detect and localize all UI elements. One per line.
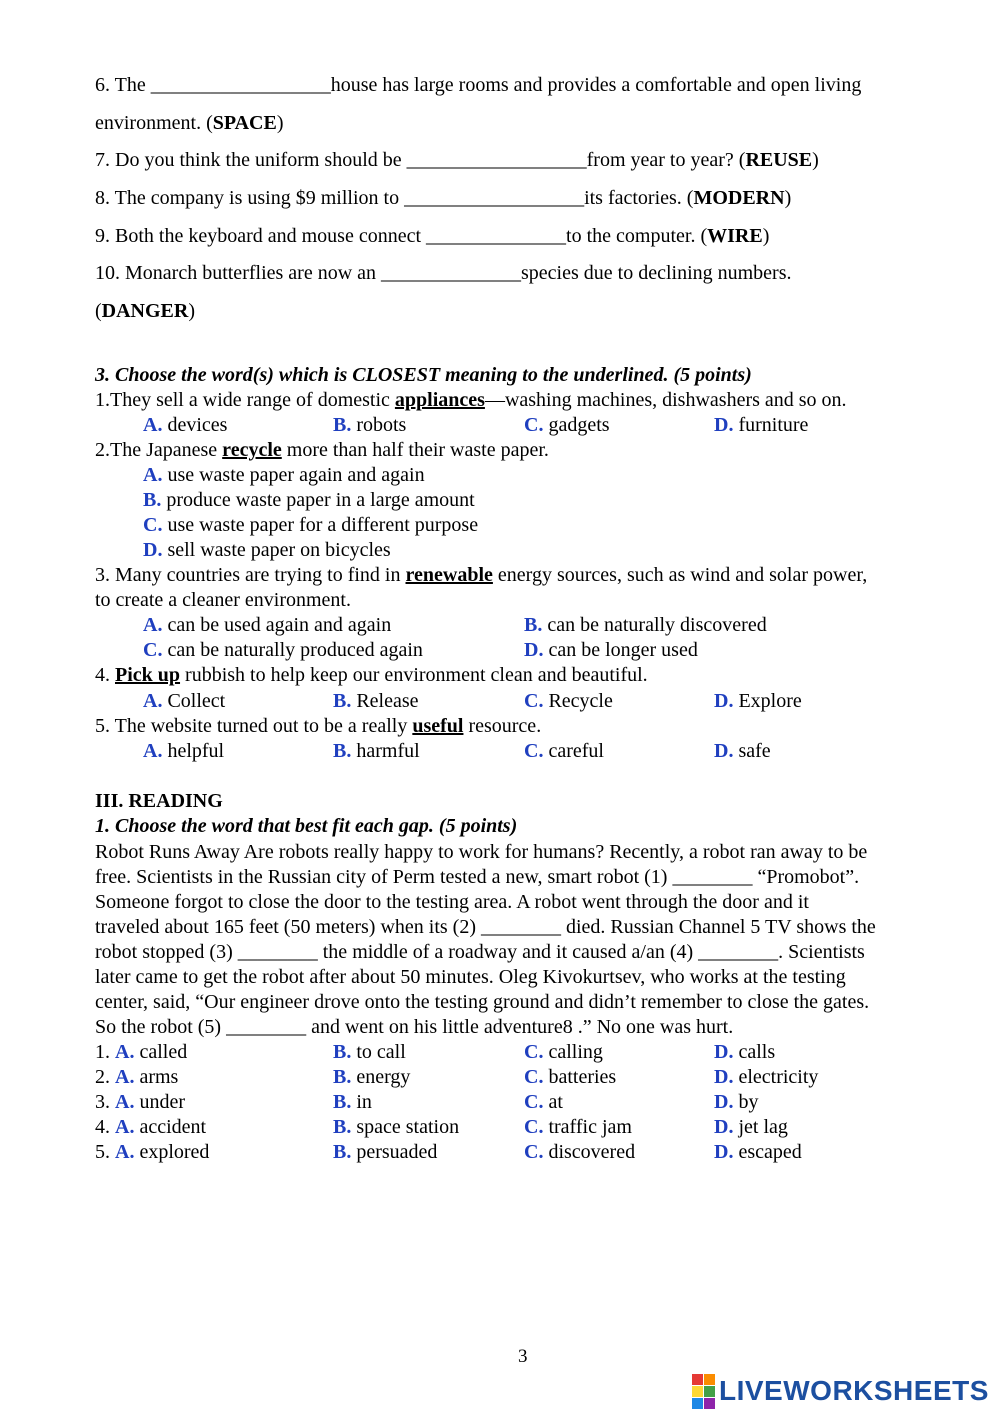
option-letter: B. xyxy=(333,1116,352,1138)
s3-q4-post: rubbish to help keep our environment clean and beautiful. xyxy=(180,664,648,686)
option-letter: D. xyxy=(714,690,734,712)
q7-pre: 7. Do you think the uniform should be __________________from year to year? ( xyxy=(95,149,746,171)
reading-title: III. READING xyxy=(95,790,223,812)
q10-word: DANGER xyxy=(101,300,189,322)
option-letter: C. xyxy=(143,514,163,536)
option-letter: C. xyxy=(524,1041,544,1063)
option-text: devices xyxy=(162,414,228,436)
reading-q4-option-a[interactable] xyxy=(95,1117,206,1137)
option-text: jet lag xyxy=(733,1116,788,1138)
option-letter: D. xyxy=(714,414,734,436)
s3-q2-option-b[interactable] xyxy=(143,490,475,510)
s3-q2-option-a[interactable] xyxy=(143,465,425,485)
option-text: robots xyxy=(351,414,407,436)
option-text: harmful xyxy=(351,740,420,762)
s3-q2-option-d[interactable] xyxy=(143,540,391,560)
q7-word: REUSE xyxy=(745,149,813,171)
option-letter: C. xyxy=(524,1141,544,1163)
section3-heading: 3. Choose the word(s) which is CLOSEST meaning to the underlined. (5 points) xyxy=(95,364,752,386)
s3-q1-stem xyxy=(95,390,847,410)
option-letter: B. xyxy=(333,740,352,762)
s3-q3-option-a[interactable] xyxy=(143,615,391,635)
option-text: persuaded xyxy=(351,1141,438,1163)
q8 xyxy=(95,188,791,208)
logo-square xyxy=(704,1398,715,1409)
option-text: Explore xyxy=(733,690,802,712)
q10-pre: ( xyxy=(95,300,102,322)
option-letter: C. xyxy=(524,690,544,712)
option-letter: A. xyxy=(143,740,163,762)
reading-q2-option-d[interactable] xyxy=(714,1067,818,1087)
option-letter: A. xyxy=(143,464,163,486)
passage-line: traveled about 165 feet (50 meters) when its (2) ________ died. Russian Channel 5 TV shows the xyxy=(95,916,876,938)
s3-q3-stem-line2: to create a cleaner environment. xyxy=(95,589,351,611)
passage-line: later came to get the robot after about 50 minutes. Oleg Kivokurtsev, who works at the testing xyxy=(95,966,846,988)
question-number: 4. xyxy=(95,1116,115,1138)
option-text: called xyxy=(134,1041,188,1063)
s3-q5-post: resource. xyxy=(463,715,542,737)
passage-line: center, said, “Our engineer drove onto the testing ground and didn’t remember to close the gates. xyxy=(95,991,870,1013)
option-letter: B. xyxy=(333,1066,352,1088)
reading-q4-option-c[interactable] xyxy=(524,1117,632,1137)
option-text: explored xyxy=(134,1141,210,1163)
reading-q5-option-d[interactable] xyxy=(714,1142,802,1162)
q7 xyxy=(95,150,819,170)
reading-q2-option-a[interactable] xyxy=(95,1067,178,1087)
s3-q5-option-d[interactable] xyxy=(714,741,771,761)
s3-q5-key: useful xyxy=(412,715,464,737)
option-letter: B. xyxy=(333,1041,352,1063)
option-letter: D. xyxy=(714,1091,734,1113)
s3-q3-option-d[interactable] xyxy=(524,640,698,660)
option-letter: A. xyxy=(143,690,163,712)
option-text: can be used again and again xyxy=(162,614,392,636)
s3-q4-stem xyxy=(95,665,648,685)
passage-line: Robot Runs Away Are robots really happy to work for humans? Recently, a robot ran away to be xyxy=(95,841,868,863)
option-letter: C. xyxy=(143,639,163,661)
s3-q4-option-d[interactable] xyxy=(714,691,802,711)
option-letter: A. xyxy=(115,1066,135,1088)
reading-q1-option-c[interactable] xyxy=(524,1042,603,1062)
option-text: use waste paper again and again xyxy=(162,464,425,486)
q9-post: ) xyxy=(762,225,770,247)
option-text: electricity xyxy=(733,1066,819,1088)
s3-q1-pre: 1.They sell a wide range of domestic xyxy=(95,389,395,411)
s3-q1-option-a[interactable] xyxy=(143,415,227,435)
logo-square xyxy=(704,1386,715,1397)
s3-q1-option-c[interactable] xyxy=(524,415,610,435)
option-text: Release xyxy=(351,690,419,712)
liveworksheets-logo xyxy=(692,1374,989,1408)
question-number: 5. xyxy=(95,1141,115,1163)
s3-q1-option-d[interactable] xyxy=(714,415,808,435)
reading-q5-option-a[interactable] xyxy=(95,1142,209,1162)
q6-pre: environment. ( xyxy=(95,112,213,134)
s3-q1-key: appliances xyxy=(394,389,485,411)
option-letter: B. xyxy=(524,614,543,636)
option-text: can be naturally produced again xyxy=(162,639,423,661)
s3-q3-pre: 3. Many countries are trying to find in xyxy=(95,564,406,586)
option-text: can be longer used xyxy=(543,639,698,661)
option-text: space station xyxy=(351,1116,460,1138)
option-letter: A. xyxy=(115,1041,135,1063)
q9-word: WIRE xyxy=(707,225,763,247)
option-letter: D. xyxy=(714,740,734,762)
s3-q4-option-a[interactable] xyxy=(143,691,225,711)
s3-q4-option-c[interactable] xyxy=(524,691,613,711)
option-letter: C. xyxy=(524,1091,544,1113)
reading-q4-option-d[interactable] xyxy=(714,1117,788,1137)
option-letter: B. xyxy=(333,1091,352,1113)
s3-q3-option-b[interactable] xyxy=(524,615,767,635)
option-text: gadgets xyxy=(543,414,610,436)
s3-q3-post: energy sources, such as wind and solar power, xyxy=(492,564,868,586)
option-text: discovered xyxy=(543,1141,636,1163)
option-text: to call xyxy=(351,1041,406,1063)
option-text: escaped xyxy=(733,1141,802,1163)
q6-word: SPACE xyxy=(212,112,277,134)
reading-q5-option-c[interactable] xyxy=(524,1142,635,1162)
q8-post: ) xyxy=(784,187,792,209)
option-letter: B. xyxy=(333,690,352,712)
option-letter: D. xyxy=(714,1141,734,1163)
logo-square xyxy=(704,1374,715,1385)
reading-q1-option-a[interactable] xyxy=(95,1042,187,1062)
s3-q2-pre: 2.The Japanese xyxy=(95,439,223,461)
s3-q4-option-b[interactable] xyxy=(333,691,419,711)
option-text: safe xyxy=(733,740,771,762)
q10-line2 xyxy=(95,301,195,321)
option-text: calls xyxy=(733,1041,776,1063)
option-text: Recycle xyxy=(543,690,613,712)
s3-q3-stem xyxy=(95,565,867,585)
q7-post: ) xyxy=(812,149,819,171)
reading-q3-option-b[interactable] xyxy=(333,1092,372,1112)
option-letter: A. xyxy=(115,1116,135,1138)
option-letter: C. xyxy=(524,414,544,436)
option-text: produce waste paper in a large amount xyxy=(161,489,475,511)
option-letter: A. xyxy=(143,614,163,636)
option-text: furniture xyxy=(733,414,809,436)
reading-q1-option-d[interactable] xyxy=(714,1042,775,1062)
q9-pre: 9. Both the keyboard and mouse connect ______________to the computer. ( xyxy=(95,225,708,247)
option-text: calling xyxy=(543,1041,603,1063)
option-text: can be naturally discovered xyxy=(542,614,767,636)
s3-q5-pre: 5. The website turned out to be a really xyxy=(95,715,413,737)
q10-line1: 10. Monarch butterflies are now an ______________species due to declining numbers. xyxy=(95,262,792,284)
option-letter: D. xyxy=(143,539,163,561)
option-text: use waste paper for a different purpose xyxy=(162,514,479,536)
s3-q5-option-c[interactable] xyxy=(524,741,604,761)
option-text: in xyxy=(351,1091,372,1113)
question-number: 2. xyxy=(95,1066,115,1088)
logo-square xyxy=(692,1398,703,1409)
passage-line: robot stopped (3) ________ the middle of a roadway and it caused a/an (4) ________. Scientists xyxy=(95,941,865,963)
option-text: Collect xyxy=(162,690,226,712)
q9 xyxy=(95,226,769,246)
s3-q5-option-a[interactable] xyxy=(143,741,224,761)
s3-q2-stem xyxy=(95,440,549,460)
option-letter: D. xyxy=(714,1041,734,1063)
logo-square xyxy=(692,1374,703,1385)
s3-q2-option-c[interactable] xyxy=(143,515,478,535)
reading-sub-heading: 1. Choose the word that best fit each gap. (5 points) xyxy=(95,815,518,837)
s3-q4-pre: 4. xyxy=(95,664,115,686)
logo-square xyxy=(692,1386,703,1397)
option-text: by xyxy=(733,1091,759,1113)
option-letter: D. xyxy=(524,639,544,661)
option-letter: C. xyxy=(524,1116,544,1138)
option-letter: C. xyxy=(524,1066,544,1088)
q10-post: ) xyxy=(188,300,196,322)
option-text: accident xyxy=(134,1116,207,1138)
question-number: 3. xyxy=(95,1091,115,1113)
option-letter: A. xyxy=(115,1091,135,1113)
option-text: at xyxy=(543,1091,563,1113)
option-letter: B. xyxy=(143,489,162,511)
option-text: under xyxy=(134,1091,185,1113)
q6-post: ) xyxy=(276,112,284,134)
reading-q3-option-a[interactable] xyxy=(95,1092,185,1112)
s3-q5-option-b[interactable] xyxy=(333,741,420,761)
reading-q1-option-b[interactable] xyxy=(333,1042,406,1062)
passage-line: free. Scientists in the Russian city of Perm tested a new, smart robot (1) ________ “Promobot”. xyxy=(95,866,860,888)
option-text: careful xyxy=(543,740,604,762)
q6-line1: 6. The __________________house has large rooms and provides a comfortable and open living xyxy=(95,74,862,96)
option-letter: B. xyxy=(333,1141,352,1163)
q8-word: MODERN xyxy=(693,187,785,209)
s3-q4-key: Pick up xyxy=(115,664,181,686)
reading-q2-option-c[interactable] xyxy=(524,1067,616,1087)
option-text: helpful xyxy=(162,740,225,762)
passage-line: Someone forgot to close the door to the testing area. A robot went through the door and it xyxy=(95,891,809,913)
page-number: 3 xyxy=(518,1346,528,1367)
s3-q3-key: renewable xyxy=(405,564,493,586)
reading-q4-option-b[interactable] xyxy=(333,1117,459,1137)
s3-q1-post: —washing machines, dishwashers and so on. xyxy=(484,389,847,411)
s3-q5-stem xyxy=(95,716,541,736)
option-text: batteries xyxy=(543,1066,617,1088)
option-letter: D. xyxy=(714,1116,734,1138)
question-number: 1. xyxy=(95,1041,115,1063)
q6-line2 xyxy=(95,113,284,133)
q8-pre: 8. The company is using $9 million to __________________its factories. ( xyxy=(95,187,694,209)
logo-mark-icon xyxy=(692,1374,715,1409)
option-text: arms xyxy=(134,1066,179,1088)
option-text: energy xyxy=(351,1066,411,1088)
s3-q3-option-c[interactable] xyxy=(143,640,423,660)
option-letter: D. xyxy=(714,1066,734,1088)
option-letter: B. xyxy=(333,414,352,436)
reading-q3-option-c[interactable] xyxy=(524,1092,563,1112)
s3-q1-option-b[interactable] xyxy=(333,415,406,435)
reading-q5-option-b[interactable] xyxy=(333,1142,437,1162)
passage-line: So the robot (5) ________ and went on his little adventure8 .” No one was hurt. xyxy=(95,1016,734,1038)
option-text: sell waste paper on bicycles xyxy=(162,539,391,561)
reading-q2-option-b[interactable] xyxy=(333,1067,410,1087)
s3-q2-key: recycle xyxy=(222,439,282,461)
option-letter: A. xyxy=(115,1141,135,1163)
s3-q2-post: more than half their waste paper. xyxy=(281,439,549,461)
logo-text: LIVEWORKSHEETS xyxy=(719,1375,989,1406)
reading-q3-option-d[interactable] xyxy=(714,1092,758,1112)
option-letter: C. xyxy=(524,740,544,762)
option-text: traffic jam xyxy=(543,1116,632,1138)
option-letter: A. xyxy=(143,414,163,436)
